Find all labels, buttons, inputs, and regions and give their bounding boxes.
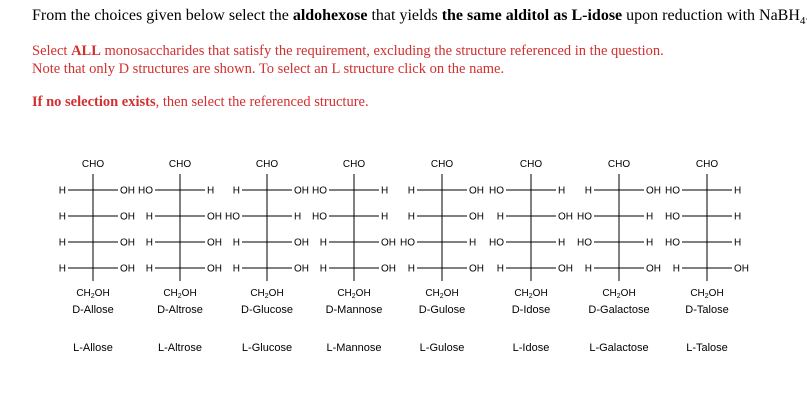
h-left: H (232, 263, 240, 275)
cho-label: CHO (81, 159, 105, 170)
oh-right: OH (646, 263, 661, 275)
h-left: H (319, 263, 327, 275)
question-text: From the choices given below select the aldohexose that yields the same alditol as L-idose upon reduction with NaBH$_4$ (32, 7, 806, 28)
h-right: H (734, 237, 742, 249)
l-structure-name[interactable]: L-Galactose (589, 342, 649, 354)
ho-left: HO (665, 237, 680, 249)
oh-right: OH (558, 263, 573, 275)
ch2oh-label: $CH_2OH$ (602, 288, 636, 300)
ho-left: HO (489, 237, 504, 249)
h-left: H (58, 263, 66, 275)
h-right: H (646, 211, 654, 223)
oh-right: OH (120, 237, 135, 249)
ch2oh-label: $CH_2OH$ (337, 288, 371, 300)
h-right: H (734, 211, 742, 223)
oh-right: OH (381, 263, 396, 275)
h-right: H (558, 237, 566, 249)
h-right: H (294, 211, 302, 223)
oh-right: OH (294, 263, 309, 275)
ch2oh-label: $CH_2OH$ (250, 288, 284, 300)
ho-left: HO (312, 185, 327, 197)
h-left: H (145, 263, 153, 275)
h-right: H (469, 237, 477, 249)
fischer-structure[interactable] (489, 159, 573, 316)
oh-right: OH (207, 211, 222, 223)
cho-label: CHO (519, 159, 543, 170)
h-right: H (646, 237, 654, 249)
h-right: H (558, 185, 566, 197)
oh-right: OH (120, 211, 135, 223)
h-left: H (407, 211, 415, 223)
h-right: H (734, 185, 742, 197)
l-structure-name[interactable]: L-Gulose (419, 342, 465, 354)
d-structure-name: D-Altrose (157, 304, 203, 316)
instruction-line-2: Note that only D structures are shown. To select an L structure click on the name. (32, 61, 505, 77)
h-left: H (496, 211, 504, 223)
oh-right: OH (469, 263, 484, 275)
cho-label: CHO (168, 159, 192, 170)
d-structure-name: D-Glucose (241, 304, 293, 316)
fischer-structure[interactable] (400, 159, 484, 316)
oh-right: OH (120, 185, 135, 197)
cho-label: CHO (255, 159, 279, 170)
h-left: H (145, 211, 153, 223)
h-left: H (319, 237, 327, 249)
d-structure-name: D-Talose (685, 304, 729, 316)
ho-left: HO (577, 211, 592, 223)
h-left: H (407, 185, 415, 197)
ho-left: HO (577, 237, 592, 249)
fischer-structure[interactable] (577, 159, 661, 316)
ho-left: HO (665, 211, 680, 223)
ch2oh-label: $CH_2OH$ (76, 288, 110, 300)
oh-right: OH (294, 237, 309, 249)
oh-right: OH (734, 263, 749, 275)
oh-right: OH (646, 185, 661, 197)
fischer-structure[interactable] (225, 159, 309, 316)
l-structure-name[interactable]: L-Allose (73, 342, 113, 354)
l-structure-name[interactable]: L-Glucose (241, 342, 293, 354)
ch2oh-label: $CH_2OH$ (425, 288, 459, 300)
no-selection-note: If no selection exists, then select the referenced structure. (32, 94, 369, 110)
fischer-structure[interactable] (312, 159, 396, 316)
h-right: H (381, 211, 389, 223)
l-structure-name[interactable]: L-Idose (512, 342, 550, 354)
fischer-structure[interactable] (138, 159, 222, 316)
ho-left: HO (225, 211, 240, 223)
h-left: H (672, 263, 680, 275)
h-left: H (232, 237, 240, 249)
ch2oh-label: $CH_2OH$ (690, 288, 724, 300)
fischer-structure[interactable] (59, 159, 135, 316)
l-structure-name[interactable]: L-Altrose (157, 342, 203, 354)
h-left: H (584, 185, 592, 197)
oh-right: OH (207, 237, 222, 249)
h-left: H (58, 211, 66, 223)
ch2oh-label: $CH_2OH$ (514, 288, 548, 300)
h-left: H (232, 185, 240, 197)
cho-label: CHO (342, 159, 366, 170)
ch2oh-label: $CH_2OH$ (163, 288, 197, 300)
h-left: H (407, 263, 415, 275)
ho-left: HO (489, 185, 504, 197)
h-left: H (496, 263, 504, 275)
h-right: H (381, 185, 389, 197)
oh-right: OH (469, 185, 484, 197)
oh-right: OH (120, 263, 135, 275)
oh-right: OH (381, 237, 396, 249)
cho-label: CHO (430, 159, 454, 170)
fischer-structure[interactable] (665, 159, 749, 316)
h-left: H (584, 263, 592, 275)
l-structure-name[interactable]: L-Talose (686, 342, 728, 354)
d-structure-name: D-Gulose (418, 304, 466, 316)
oh-right: OH (294, 185, 309, 197)
ho-left: HO (312, 211, 327, 223)
ho-left: HO (138, 185, 153, 197)
instruction-line-1: Select ALL monosaccharides that satisfy the requirement, excluding the structure referenced in the question. (32, 43, 664, 59)
oh-right: OH (207, 263, 222, 275)
h-left: H (58, 185, 66, 197)
cho-label: CHO (607, 159, 631, 170)
d-structure-name: D-Galactose (588, 304, 650, 316)
d-structure-name: D-Idose (511, 304, 551, 316)
ho-left: HO (400, 237, 415, 249)
h-left: H (58, 237, 66, 249)
cho-label: CHO (695, 159, 719, 170)
oh-right: OH (469, 211, 484, 223)
h-right: H (207, 185, 215, 197)
oh-right: OH (558, 211, 573, 223)
d-structure-name: D-Mannose (325, 304, 383, 316)
d-structure-name: D-Allose (72, 304, 114, 316)
l-structure-name[interactable]: L-Mannose (326, 342, 382, 354)
ho-left: HO (665, 185, 680, 197)
h-left: H (145, 237, 153, 249)
